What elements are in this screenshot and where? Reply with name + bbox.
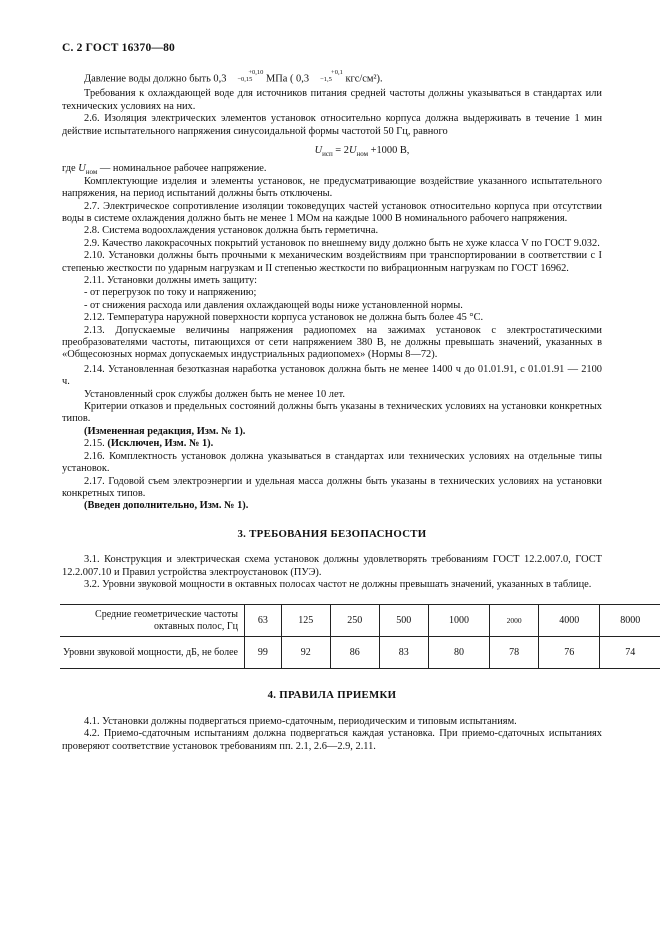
table-cell: 4000: [539, 605, 600, 637]
table-row: [60, 637, 660, 669]
formula-text: = 2: [332, 144, 349, 156]
sound-power-table: [60, 604, 660, 669]
paragraph-2-10: 2.10. Установки должны быть прочными к механическим воздействиям при транспортировании в соответствии с I степенью жесткости по ударным нагрузкам и II степенью жесткости по вибрационным нагрузкам по ГОСТ 16962.: [62, 250, 602, 274]
formula-sub: исп: [322, 149, 333, 158]
table-cell: 8000: [600, 605, 660, 637]
text-span: МПа ( 0,3: [263, 73, 310, 85]
text-span: кгс/см²).: [342, 73, 383, 85]
tol-lower: −0,15: [237, 75, 253, 83]
tolerance-2: [309, 70, 343, 83]
table-cell: 500: [379, 605, 428, 637]
table-cell: 80: [428, 637, 489, 669]
table-row-label: Средние геометрические частоты октавных полос, Гц: [60, 605, 245, 637]
paragraph-2-6: 2.6. Изоляция электрических элементов установок относительно корпуса должна выдерживать в течение 1 мин действие испытательного напряжения синусоидальной формы частотой 50 Гц, равного: [62, 113, 602, 137]
table-cell: 76: [539, 637, 600, 669]
table-cell: 2000: [490, 605, 539, 637]
table-cell: 74: [600, 637, 660, 669]
paragraph-water-requirements: Требования к охлаждающей воде для источников питания средней частоты должны указываться в стандартах или технических условиях на них.: [62, 88, 602, 112]
paragraph-service-life: Установленный срок службы должен быть не менее 10 лет.: [84, 388, 345, 400]
table-cell: 78: [490, 637, 539, 669]
water-pressure-line: [62, 70, 602, 86]
text-span: — номинальное рабочее напряжение.: [97, 163, 267, 175]
paragraph-2-14: 2.14. Установленная безотказная наработка установок должна быть не менее 1400 ч до 01.01.91, с 01.01.91 — 2100 ч.: [62, 363, 602, 388]
formula-sub: ном: [85, 168, 98, 177]
table-cell: 83: [379, 637, 428, 669]
paragraph-3-1: 3.1. Конструкция и электрическая схема установок должны удовлетворять требованиям ГОСТ 12.2.007.0, ГОСТ 12.2.007.10 и Правил устройства электроустановок (ПУЭ).: [62, 554, 602, 578]
amendment-text: (Исключен, Изм. № 1).: [107, 438, 214, 450]
formula-where: [62, 163, 602, 175]
paragraph-2-16: 2.16. Комплектность установок должна указываться в стандартах или технических условиях на отдельные типы установок.: [62, 450, 602, 475]
table-row: [60, 605, 660, 637]
table-row-label: Уровни звуковой мощности, дБ, не более: [60, 637, 245, 669]
formula-var: U: [78, 163, 86, 175]
text-span: 2.15.: [84, 438, 108, 450]
paragraph-2-17: 2.17. Годовой съем электроэнергии и удельная масса должны быть указаны в технических условиях на установки конкретных типов.: [62, 475, 602, 499]
tol-upper: +0,1: [331, 69, 343, 77]
table-cell: 125: [281, 605, 330, 637]
paragraph-2-13: 2.13. Допускаемые величины напряжения радиопомех на зажимах установок с электростатическими преобразователями частоты, питающихся от сети напряжением 380 В, не должны превышать значений, указанных в «Общесоюзных нормах допускаемых индустриальных радиопомех» (Нормы 8—72).: [62, 324, 602, 361]
paragraph-components: Комплектующие изделия и элементы установок, не предусматривающие воздействие указанного испытательного напряжения, на период испытаний должны быть отключены.: [62, 175, 602, 200]
formula-sub: ном: [356, 149, 369, 158]
amendment-note-2: (Введен дополнительно, Изм. № 1).: [84, 500, 249, 512]
page-header: С. 2 ГОСТ 16370—80: [62, 42, 175, 54]
paragraph-2-12: 2.12. Температура наружной поверхности корпуса установок не должна быть более 45 °С.: [84, 312, 484, 324]
amendment-note-1: (Измененная редакция, Изм. № 1).: [84, 425, 246, 437]
paragraph-2-7: 2.7. Электрическое сопротивление изоляции токоведущих частей установок относительно корпуса при отсутствии воды в системе охлаждения должно быть не менее 1 МОм на каждые 1000 В номинального рабочего напряжения.: [62, 200, 602, 224]
formula-var: U: [314, 144, 323, 156]
table-cell: 99: [245, 637, 282, 669]
tol-lower: −1,5: [320, 75, 332, 83]
formula-var: U: [348, 144, 357, 156]
paragraph-2-9: 2.9. Качество лакокрасочных покрытий установок по внешнему виду должно быть не хуже класса V по ГОСТ 9.032.: [84, 237, 600, 249]
document-page: [62, 42, 641, 753]
section-4-title: 4. ПРАВИЛА ПРИЕМКИ: [267, 689, 397, 702]
paragraph-2-15: [62, 438, 602, 450]
paragraph-2-8: 2.8. Система водоохлаждения установок должна быть герметична.: [84, 225, 379, 237]
paragraph-2-11: 2.11. Установки должны иметь защиту:: [84, 275, 257, 286]
tolerance-1: [226, 70, 263, 83]
tol-upper: +0,10: [248, 69, 264, 77]
table-cell: 250: [330, 605, 379, 637]
paragraph-3-2: 3.2. Уровни звуковой мощности в октавных полосах частот не должны превышать значений, указанных в таблице.: [84, 578, 592, 590]
paragraph-4-1: 4.1. Установки должны подвергаться приемо-сдаточным, периодическим и типовым испытаниям.: [84, 715, 517, 727]
text-span: Давление воды должно быть 0,3: [84, 73, 227, 85]
paragraph-criteria: Критерии отказов и предельных состояний должны быть указаны в технических условиях на установки конкретных типов.: [62, 401, 602, 425]
table-cell: 86: [330, 637, 379, 669]
list-item-water: - от снижения расхода или давления охлаждающей воды ниже установленной нормы.: [84, 299, 463, 311]
table-cell: 63: [245, 605, 282, 637]
section-3-title: 3. ТРЕБОВАНИЯ БЕЗОПАСНОСТИ: [237, 527, 427, 540]
formula-text: +1000 В,: [368, 144, 410, 156]
table-cell: 1000: [428, 605, 489, 637]
paragraph-4-2: 4.2. Приемо-сдаточным испытаниям должна подвергаться каждая установка. При приемо-сдаточных испытаниях проверяют соответствие установок требованиям пп. 2.1, 2.6—2.9, 2.11.: [62, 728, 602, 752]
test-voltage-formula: [122, 145, 602, 157]
text-span: где: [62, 163, 79, 175]
list-item-overload: - от перегрузок по току и напряжению;: [84, 287, 257, 299]
table-cell: 92: [281, 637, 330, 669]
